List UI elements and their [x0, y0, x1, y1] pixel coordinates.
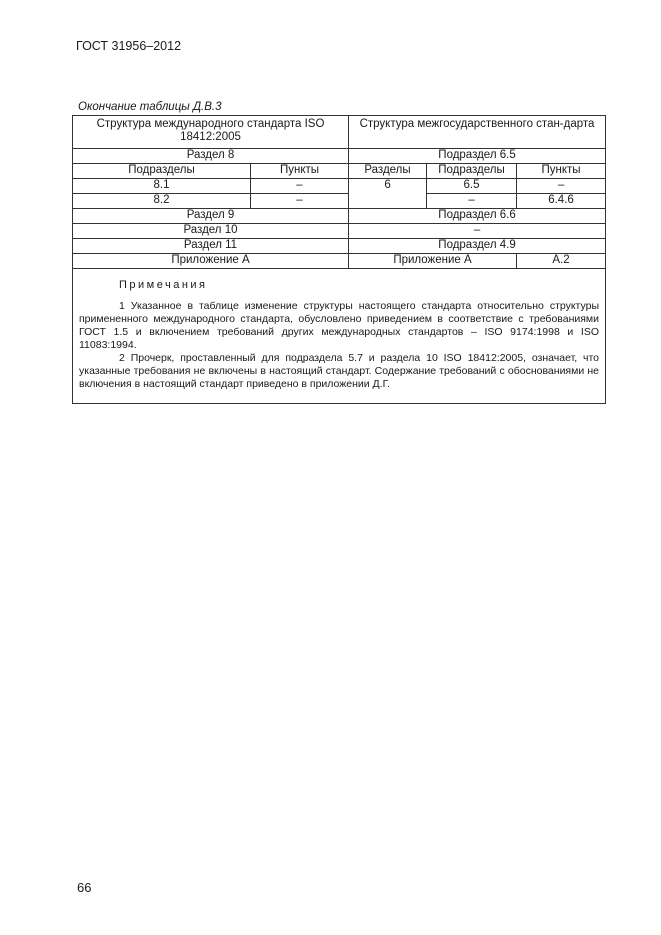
note-1: 1 Указанное в таблице изменение структуры настоящего стандарта относительно структуры примененного международного стандарта, обусловлено приведением в соответствие с требованиями ГОСТ 1.5 и включением требований других международных стандартов – ISO 9174:1998 и ISO 11083:1994.	[79, 300, 600, 351]
cell-interstate: Приложение А	[349, 254, 517, 269]
cell-intl-subsection: 8.1	[73, 179, 251, 194]
structure-comparison-table	[72, 115, 606, 404]
table-row	[73, 239, 606, 254]
page-number: 66	[77, 880, 92, 895]
cell-intl-clause: –	[251, 179, 349, 194]
cell-subsection: –	[427, 194, 517, 209]
cell-interstate: Подраздел 6.6	[349, 209, 606, 224]
table-row	[73, 194, 606, 209]
table-row	[73, 224, 606, 239]
subheader-intl-clauses: Пункты	[251, 164, 349, 179]
note-2: 2 Прочерк, проставленный для подраздела 5.7 и раздела 10 ISO 18412:2005, означает, что указанные требования не включены в настоящий стандарт. Содержание требований с обоснованиями не включения в настоящий стандарт приведено в приложении Д.Г.	[79, 352, 600, 390]
subheader-subsections: Подразделы	[427, 164, 517, 179]
table-caption: Окончание таблицы Д.В.3	[78, 101, 222, 113]
cell-clause: 6.4.6	[517, 194, 606, 209]
table-row	[73, 254, 606, 269]
notes-row	[73, 269, 606, 404]
cell-interstate: Подраздел 6.5	[349, 149, 606, 164]
cell-section: 6	[349, 179, 427, 209]
cell-interstate: –	[349, 224, 606, 239]
cell-interstate-clause: А.2	[517, 254, 606, 269]
cell-intl: Раздел 9	[73, 209, 349, 224]
cell-subsection: 6.5	[427, 179, 517, 194]
subheader-clauses: Пункты	[517, 164, 606, 179]
table-row	[73, 209, 606, 224]
header-intl-structure: Структура международного стандарта ISO 18412:2005	[73, 116, 349, 149]
cell-intl-clause: –	[251, 194, 349, 209]
table-subheader-row	[73, 164, 606, 179]
cell-clause: –	[517, 179, 606, 194]
cell-intl: Раздел 11	[73, 239, 349, 254]
table-row	[73, 149, 606, 164]
cell-intl: Приложение А	[73, 254, 349, 269]
document-header: ГОСТ 31956–2012	[76, 39, 182, 53]
header-interstate-structure: Структура межгосударственного стан-дарта	[349, 116, 606, 149]
cell-interstate: Подраздел 4.9	[349, 239, 606, 254]
table-row	[73, 179, 606, 194]
notes-title: Примечания	[119, 279, 208, 291]
subheader-intl-subsections: Подразделы	[73, 164, 251, 179]
notes-cell	[73, 269, 606, 404]
cell-intl: Раздел 10	[73, 224, 349, 239]
subheader-sections: Разделы	[349, 164, 427, 179]
cell-intl-subsection: 8.2	[73, 194, 251, 209]
cell-intl: Раздел 8	[73, 149, 349, 164]
table-header-row	[73, 116, 606, 149]
